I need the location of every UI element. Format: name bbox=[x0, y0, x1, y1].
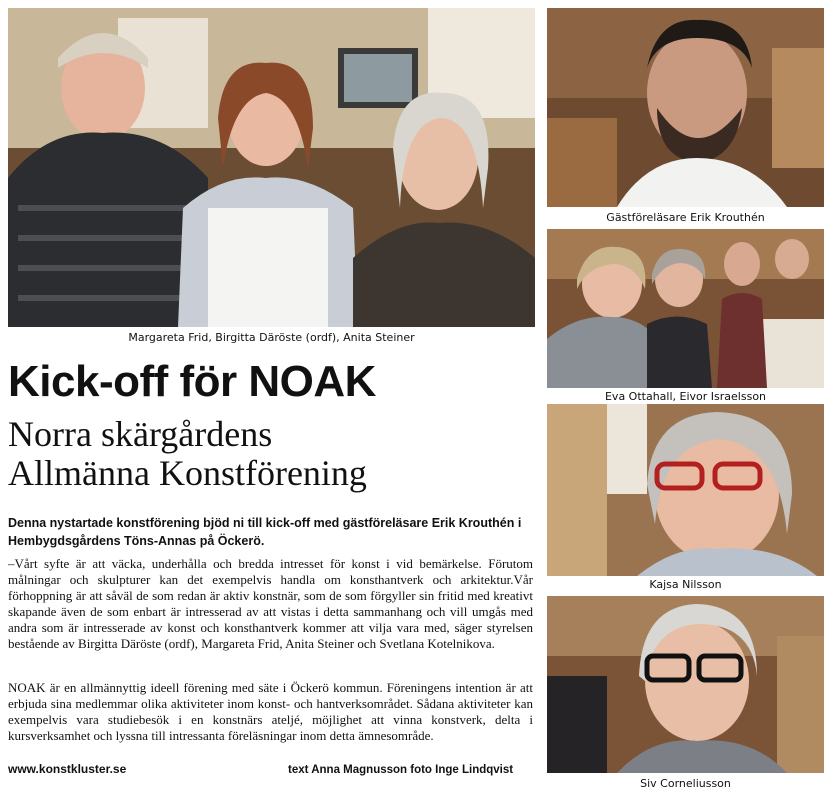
photo-caption: Siv Corneliusson bbox=[640, 777, 731, 790]
article-headline: Kick-off för NOAK bbox=[8, 357, 376, 406]
photo-siv-corneliusson bbox=[547, 596, 824, 773]
photo-caption: Margareta Frid, Birgitta Däröste (ordf), Anita Steiner bbox=[128, 331, 415, 344]
photo-kajsa-nilsson bbox=[547, 404, 824, 576]
website-link[interactable]: www.konstkluster.se bbox=[8, 762, 127, 776]
article-lead: Denna nystartade konstförening bjöd ni till kick-off med gästföreläsare Erik Krouthén i Hembygdsgårdens Töns-Annas på Öckerö. bbox=[8, 516, 522, 548]
article-paragraph: NOAK är en allmännyttig ideell förening med säte i Öckerö kommun. Föreningens intention är att erbjuda sina medlemmar olika aktiviteter inom konst- och hantverksområdet. Sådana aktiviteter kan exempelvis vara studiebesök i en konstnärs ateljé, möjlighet att vinna konstverk, delta i kursverksamhet och lyssna till intressanta föreläsningar inom detta ämnesområde. bbox=[8, 680, 533, 743]
subhead-line: Norra skärgårdens bbox=[8, 414, 273, 454]
photo-eva-eivor bbox=[547, 229, 824, 388]
photo-caption: Eva Ottahall, Eivor Israelsson bbox=[604, 390, 767, 403]
article-paragraph: –Vårt syfte är att väcka, underhålla och bredda intresset för konst i vid bemärkelse. Förutom målningar och skulpturer kan det exempelvis handla om konsthantverk och arkitektur.Vår förhoppning är att såväl de som redan är aktiv konstnär, som de som förgyller sin fritid med kreativt skapande även de som enbart är intresserad av att vistas i detta sammanhang och vill umgås med andra som är intresserade av konst och konsthantverk kommer att vilja vara med, säger styrelsen bestående av Birgitta Däröste (ordf), Margareta Frid, Anita Steiner och Svetlana Kotelnikova. bbox=[8, 556, 533, 651]
photo-caption: Kajsa Nilsson bbox=[649, 578, 722, 591]
photo-erik-krouthen bbox=[547, 8, 824, 207]
photo-group-three-women bbox=[8, 8, 535, 327]
article-credit: text Anna Magnusson foto Inge Lindqvist bbox=[288, 764, 514, 776]
article-subheadline bbox=[8, 415, 367, 493]
photo-caption: Gästföreläsare Erik Krouthén bbox=[606, 211, 765, 224]
subhead-line: Allmänna Konstförening bbox=[8, 453, 367, 493]
